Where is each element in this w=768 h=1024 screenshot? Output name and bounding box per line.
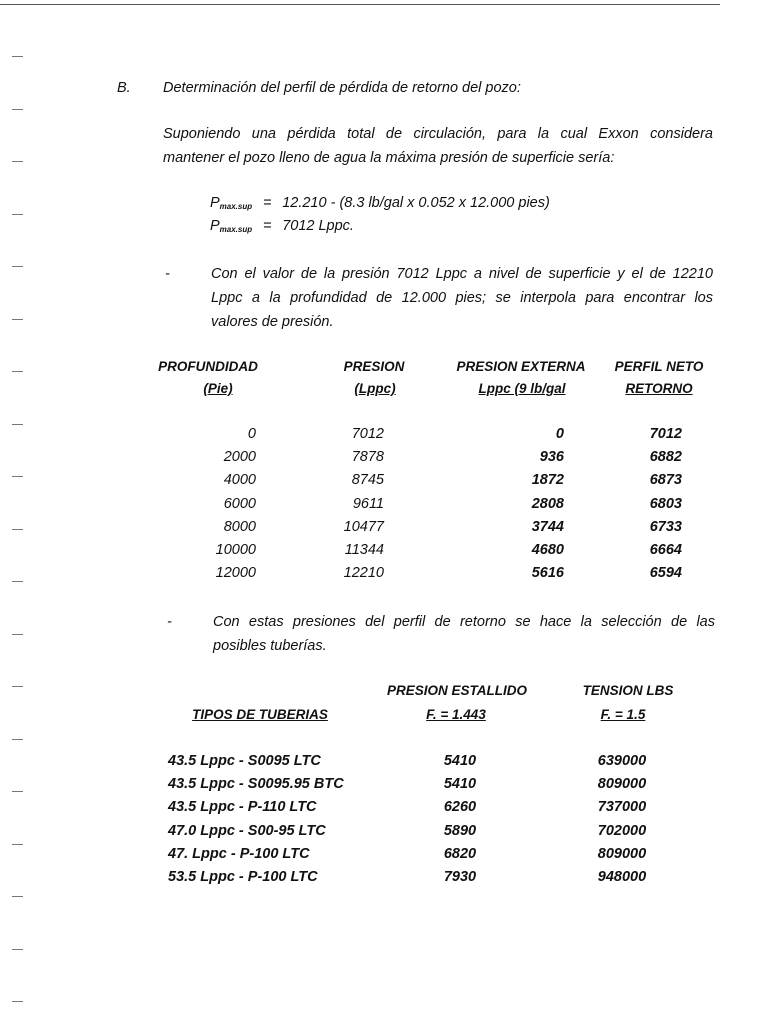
section-title: Determinación del perfil de pérdida de retorno del pozo: [163,80,521,96]
net-return-cell: 6803 [649,496,682,512]
tension-cell: 737000 [597,799,647,815]
external-pressure-cell: 3744 [531,519,564,535]
bullet1-line-2: Lppc a la profundidad de 12.000 pies; se interpola para encontrar los [211,290,713,306]
depth-cell: 6000 [223,496,256,512]
margin-tick [12,529,23,530]
net-return-cell: 6873 [649,472,682,488]
external-pressure-cell: 5616 [531,565,564,581]
pressure-cell: 10477 [343,519,384,535]
burst-pressure-cell: 7930 [443,869,477,885]
pipe-type-cell: 43.5 Lppc - S0095.95 BTC [168,776,344,792]
margin-tick [12,266,23,267]
equation-symbol: P [210,218,220,234]
tension-cell: 948000 [597,869,647,885]
equation-expression: 12.210 - (8.3 lb/gal x 0.052 x 12.000 pies) [282,195,550,211]
external-pressure-cell: 4680 [531,542,564,558]
equation-subscript: max.sup [219,202,253,211]
margin-tick [12,371,23,372]
table2-header-tension-factor: F. = 1.5 [600,707,646,722]
table1-header-external: PRESION EXTERNA [456,359,586,374]
tension-cell: 809000 [597,846,647,862]
margin-tick [12,949,23,950]
margin-tick [12,214,23,215]
pressure-cell: 12210 [343,565,384,581]
burst-pressure-cell: 5410 [443,776,477,792]
table1-header-net: PERFIL NETO [614,359,704,374]
table1-header-net-return: RETORNO [625,381,693,396]
margin-tick [12,319,23,320]
equation-1 [210,195,550,211]
margin-tick [12,476,23,477]
equation-equals: = [262,218,272,234]
bullet1-line-3: valores de presión. [211,314,334,330]
bullet-dash: - [165,266,170,282]
pipe-type-cell: 43.5 Lppc - P-110 LTC [168,799,317,815]
margin-tick [12,424,23,425]
intro-line-2: mantener el pozo lleno de agua la máxima presión de superficie sería: [163,150,615,166]
external-pressure-cell: 936 [539,449,564,465]
top-rule [0,4,720,5]
tension-cell: 639000 [597,753,647,769]
equation-symbol: P [210,195,220,211]
margin-tick [12,739,23,740]
margin-tick [12,581,23,582]
pipe-type-cell: 53.5 Lppc - P-100 LTC [168,869,318,885]
burst-pressure-cell: 6260 [443,799,477,815]
margin-tick [12,1001,23,1002]
depth-cell: 2000 [223,449,256,465]
net-return-cell: 6594 [649,565,682,581]
burst-pressure-cell: 5890 [443,823,477,839]
external-pressure-cell: 1872 [531,472,564,488]
margin-tick [12,161,23,162]
equation-equals: = [262,195,272,211]
margin-tick [12,109,23,110]
margin-tick [12,791,23,792]
equation-subscript: max.sup [219,225,253,234]
margin-tick [12,896,23,897]
external-pressure-cell: 0 [555,426,564,442]
bullet-dash: - [167,614,172,630]
external-pressure-cell: 2808 [531,496,564,512]
depth-cell: 0 [247,426,256,442]
bullet2-line-1: Con estas presiones del perfil de retorno se hace la selección de las [213,614,715,630]
table2-header-burst: PRESION ESTALLIDO [386,683,527,698]
pressure-cell: 7012 [351,426,384,442]
table1-header-pressure-unit: (Lppc) [354,381,396,396]
pipe-type-cell: 47. Lppc - P-100 LTC [168,846,310,862]
bullet2-line-2: posibles tuberías. [213,638,327,654]
table1-header-depth: PROFUNDIDAD [158,359,258,374]
pressure-cell: 9611 [352,496,384,512]
pressure-cell: 11344 [344,542,384,558]
net-return-cell: 6733 [649,519,682,535]
equation-2 [210,218,354,234]
tension-cell: 809000 [597,776,647,792]
depth-cell: 10000 [215,542,256,558]
table2-header-burst-factor: F. = 1.443 [426,707,486,722]
bullet1-line-1: Con el valor de la presión 7012 Lppc a nivel de superficie y el de 12210 [211,266,713,282]
pressure-cell: 8745 [351,472,384,488]
burst-pressure-cell: 5410 [443,753,477,769]
pressure-cell: 7878 [351,449,384,465]
table1-header-external-unit: Lppc (9 lb/gal [478,381,566,396]
net-return-cell: 6664 [649,542,682,558]
depth-cell: 4000 [223,472,256,488]
tension-cell: 702000 [597,823,647,839]
burst-pressure-cell: 6820 [443,846,477,862]
margin-tick [12,56,23,57]
table2-header-types: TIPOS DE TUBERIAS [192,707,328,722]
depth-cell: 12000 [215,565,256,581]
table2-header-tension: TENSION LBS [582,683,674,698]
net-return-cell: 7012 [649,426,682,442]
margin-tick [12,686,23,687]
table1-header-pressure: PRESION [343,359,405,374]
margin-tick [12,634,23,635]
margin-tick [12,844,23,845]
depth-cell: 8000 [223,519,256,535]
pipe-type-cell: 47.0 Lppc - S00-95 LTC [168,823,326,839]
section-letter: B. [117,80,131,96]
equation-expression: 7012 Lppc. [282,218,354,234]
table1-header-depth-unit: (Pie) [203,381,233,396]
intro-line-1: Suponiendo una pérdida total de circulación, para la cual Exxon considera [163,126,713,142]
pipe-type-cell: 43.5 Lppc - S0095 LTC [168,753,321,769]
net-return-cell: 6882 [649,449,682,465]
